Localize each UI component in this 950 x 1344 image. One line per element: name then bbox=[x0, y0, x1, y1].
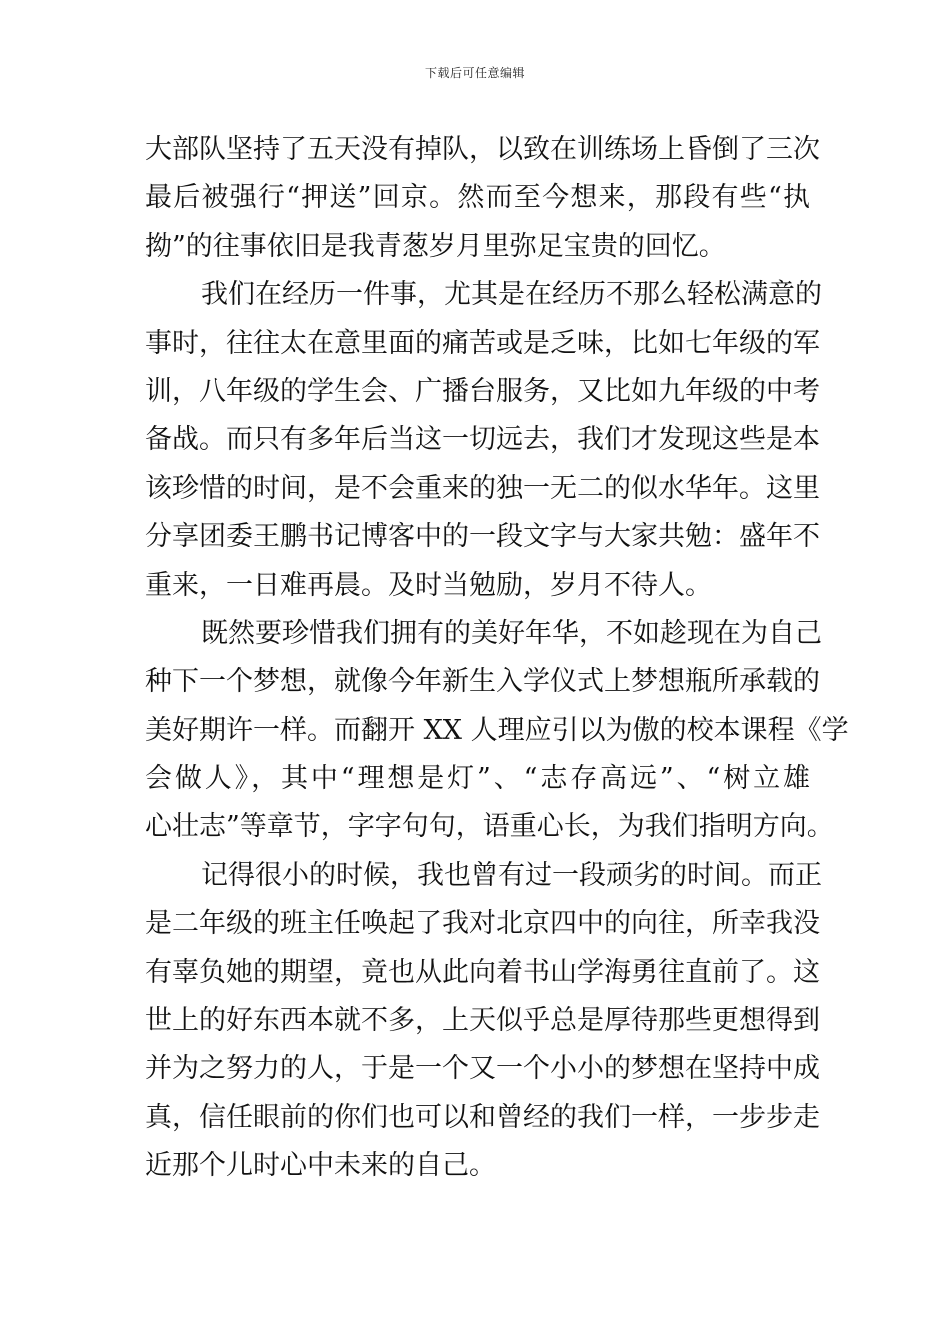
text-line: 真，信任眼前的你们也可以和曾经的我们一样，一步步走 bbox=[145, 1101, 820, 1133]
text-line: 训，八年级的学生会、广播台服务，又比如九年级的中考 bbox=[145, 375, 820, 407]
text-line: 近那个儿时心中未来的自己。 bbox=[145, 1150, 496, 1182]
paragraph bbox=[145, 610, 849, 852]
text-line: 有辜负她的期望，竟也从此向着书山学海勇往直前了。这 bbox=[145, 956, 820, 988]
text-line: 事时，往往太在意里面的痛苦或是乏味，比如七年级的军 bbox=[145, 327, 820, 359]
paragraph bbox=[145, 271, 822, 610]
text-line: 种下一个梦想，就像今年新生入学仪式上梦想瓶所承载的 bbox=[145, 666, 820, 698]
text-line: 大部队坚持了五天没有掉队，以致在训练场上昏倒了三次 bbox=[145, 134, 820, 165]
text-line: 重来，一日难再晨。及时当勉励，岁月不待人。 bbox=[145, 569, 712, 601]
text-line: 会做人》，其中“理想是灯”、“志存高远”、“树立雄 bbox=[145, 763, 810, 795]
text-line: 美好期许一样。而翻开 XX 人理应引以为傲的校本课程《学 bbox=[145, 714, 849, 746]
paragraph bbox=[145, 852, 822, 1191]
text-line: 该珍惜的时间，是不会重来的独一无二的似水华年。这里 bbox=[145, 472, 820, 504]
page-header: 下载后可任意编辑 bbox=[424, 66, 525, 80]
text-line: 并为之努力的人，于是一个又一个小小的梦想在坚持中成 bbox=[145, 1053, 820, 1085]
text-line: 拗”的往事依旧是我青葱岁月里弥足宝贵的回忆。 bbox=[145, 230, 726, 262]
text-line: 我们在经历一件事，尤其是在经历不那么轻松满意的 bbox=[201, 279, 822, 311]
text-line: 记得很小的时候，我也曾有过一段顽劣的时间。而正 bbox=[201, 859, 822, 891]
paragraph bbox=[145, 126, 820, 271]
text-line: 世上的好东西本就不多，上天似乎总是厚待那些更想得到 bbox=[145, 1005, 820, 1037]
document-body bbox=[145, 126, 849, 1191]
text-line: 备战。而只有多年后当这一切远去，我们才发现这些是本 bbox=[145, 424, 820, 456]
text-line: 最后被强行“押送”回京。然而至今想来，那段有些“执 bbox=[145, 182, 810, 214]
text-line: 既然要珍惜我们拥有的美好年华，不如趁现在为自己 bbox=[201, 617, 822, 649]
text-line: 是二年级的班主任唤起了我对北京四中的向往，所幸我没 bbox=[145, 908, 820, 940]
text-line: 分享团委王鹏书记博客中的一段文字与大家共勉：盛年不 bbox=[145, 521, 820, 553]
text-line: 心壮志”等章节，字字句句，语重心长，为我们指明方向。 bbox=[145, 811, 834, 843]
